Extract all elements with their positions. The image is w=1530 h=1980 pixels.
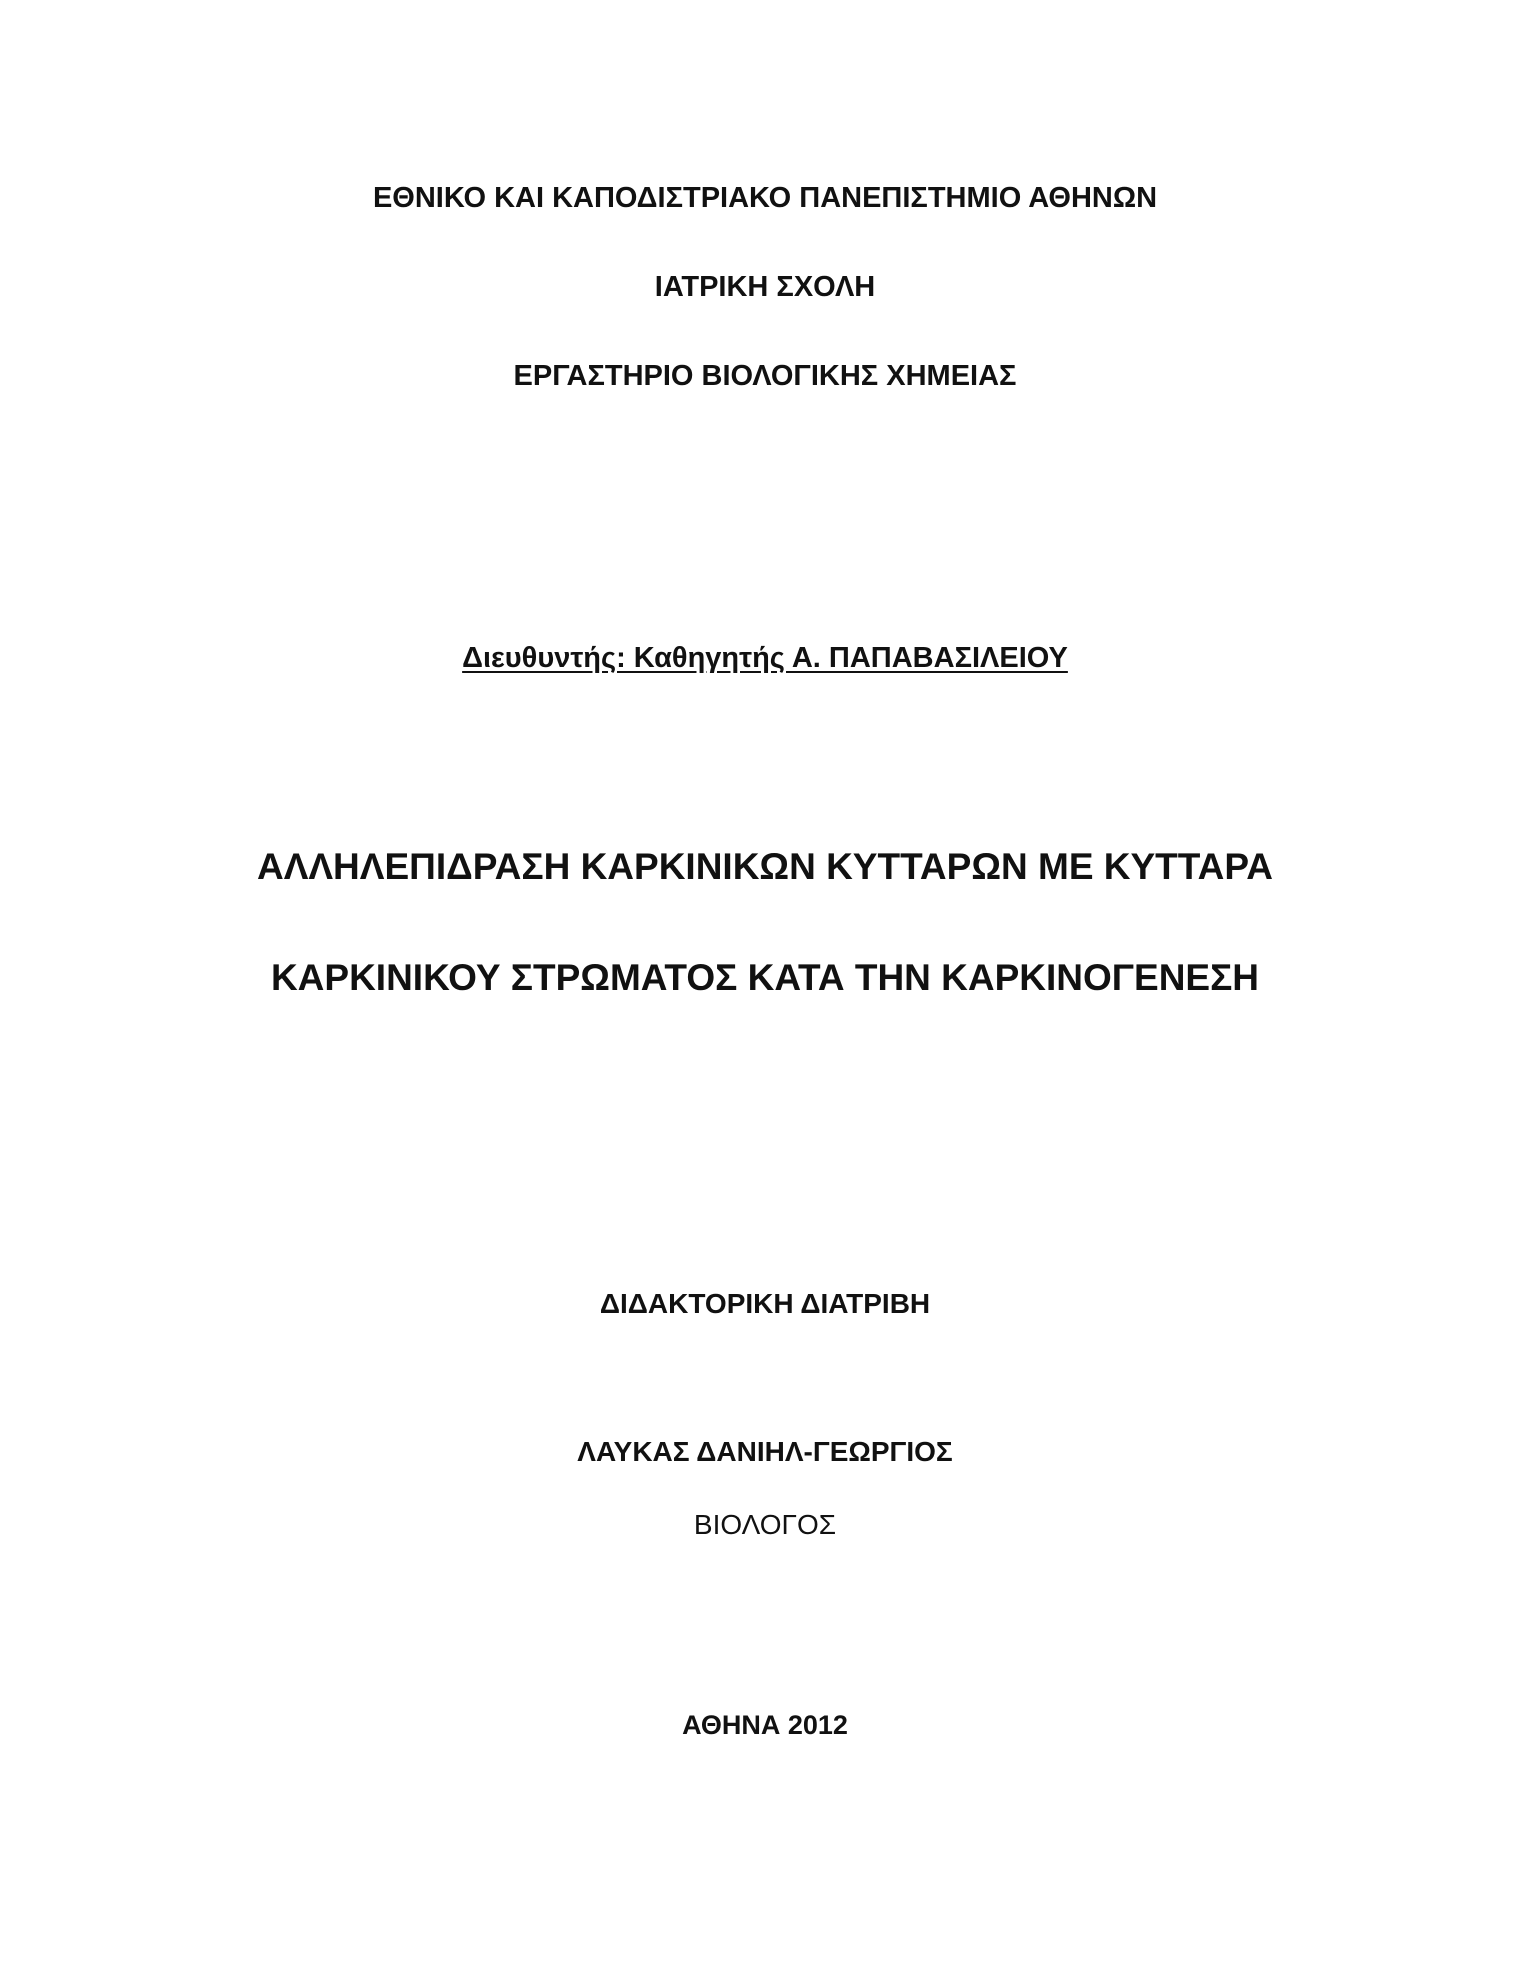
place-and-year: ΑΘΗΝΑ 2012 [682,1710,848,1740]
author-profession: ΒΙΟΛΟΓΟΣ [693,1509,837,1540]
author-name: ΛΑΥΚΑΣ ΔΑΝΙΗΛ-ΓΕΩΡΓΙΟΣ [577,1436,953,1467]
thesis-title-line-2: ΚΑΡΚΙΝΙΚΟΥ ΣΤΡΩΜΑΤΟΣ ΚΑΤΑ ΤΗΝ ΚΑΡΚΙΝΟΓΕΝΕΣΗ [270,957,1260,998]
university-name: ΕΘΝΙΚΟ ΚΑΙ ΚΑΠΟΔΙΣΤΡΙΑΚΟ ΠΑΝΕΠΙΣΤΗΜΙΟ ΑΘΗΝΩΝ [372,182,1158,214]
school-name: ΙΑΤΡΙΚΗ ΣΧΟΛΗ [654,271,876,303]
director-line: Διευθυντής: Καθηγητής Α. ΠΑΠΑΒΑΣΙΛΕΙΟΥ [462,642,1068,674]
degree-type: ΔΙΔΑΚΤΟΡΙΚΗ ΔΙΑΤΡΙΒΗ [599,1288,931,1319]
laboratory-name: ΕΡΓΑΣΤΗΡΙΟ ΒΙΟΛΟΓΙΚΗΣ ΧΗΜΕΙΑΣ [513,360,1017,392]
thesis-title-line-1: ΑΛΛΗΛΕΠΙΔΡΑΣΗ ΚΑΡΚΙΝΙΚΩΝ ΚΥΤΤΑΡΩΝ ΜΕ ΚΥΤΤΑΡΑ [256,846,1274,887]
